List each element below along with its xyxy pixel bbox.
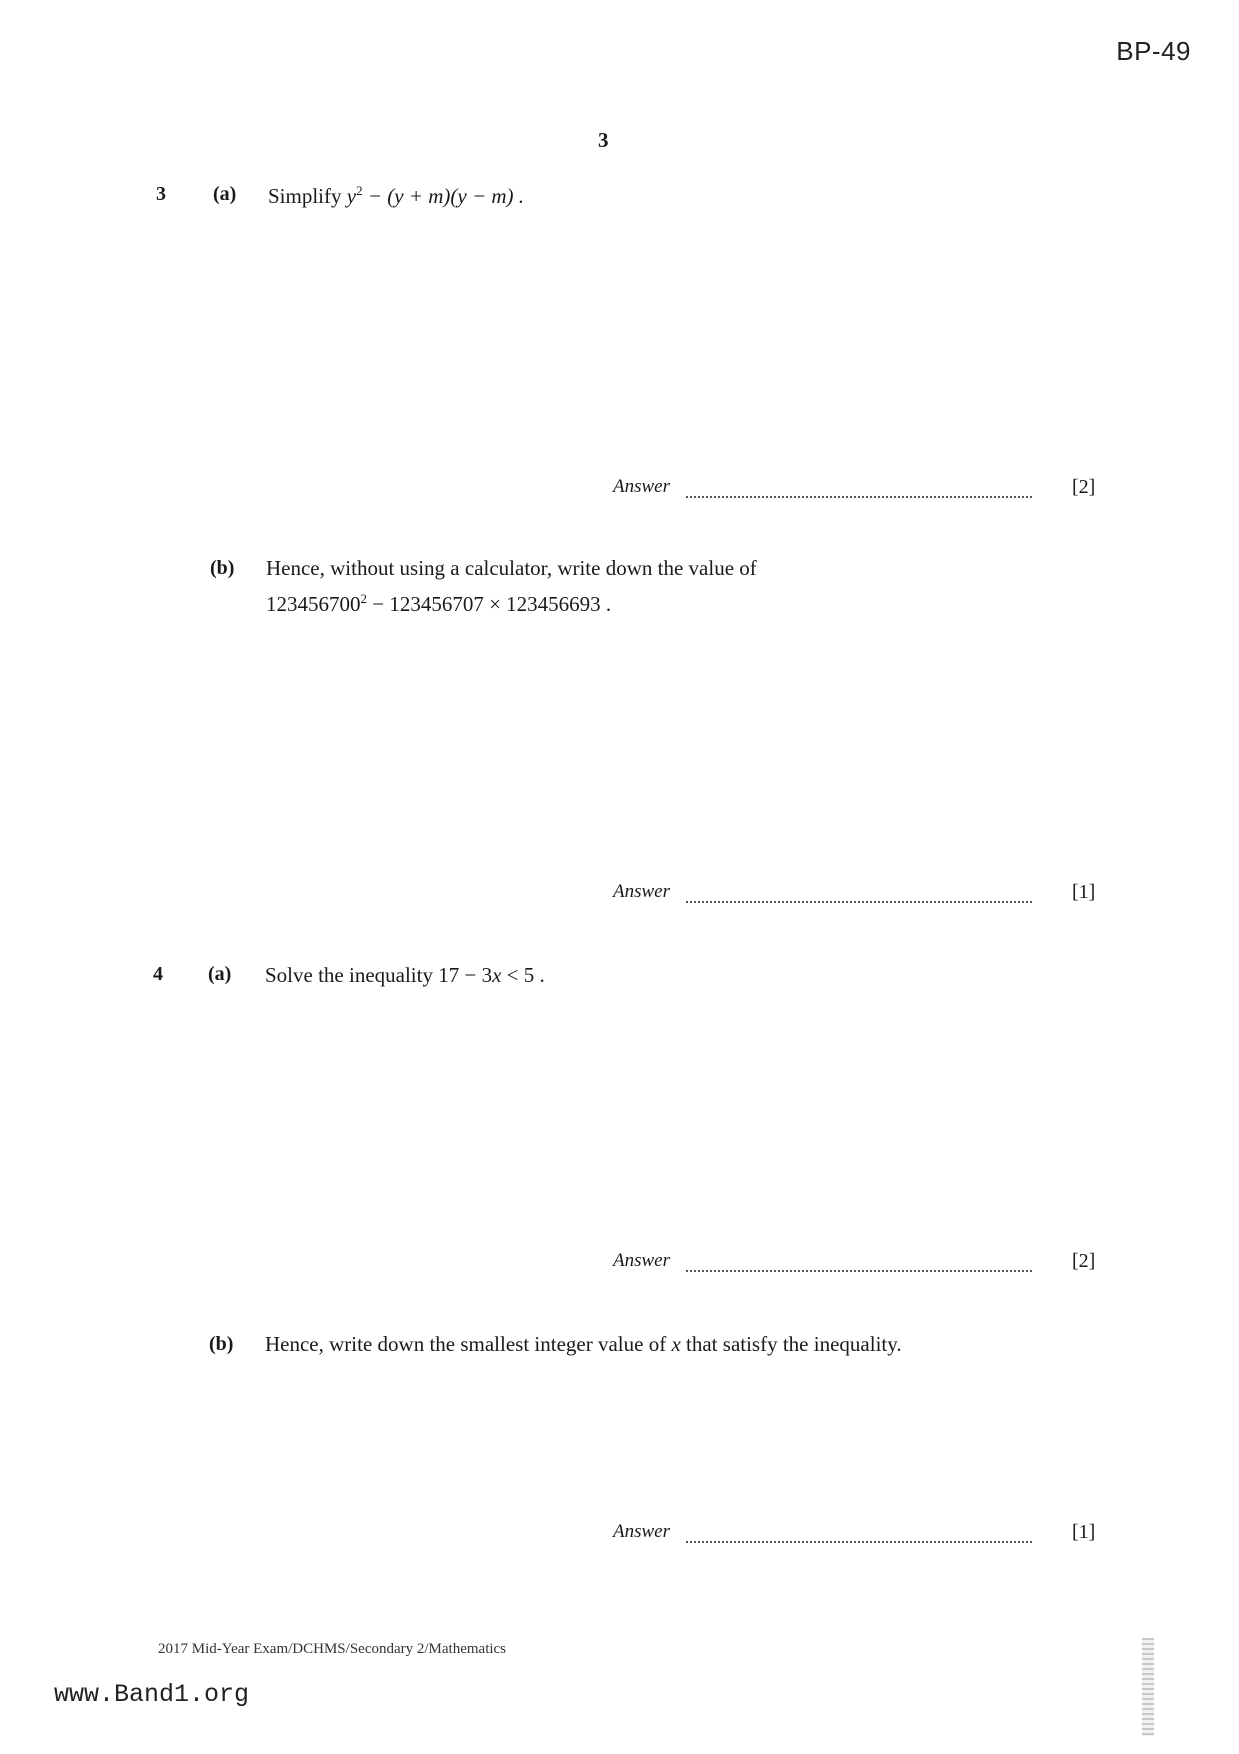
answer-label: Answer bbox=[613, 881, 670, 902]
question-4a-text: Solve the inequality 17 − 3x < 5 . bbox=[265, 963, 545, 987]
question-number-3: 3 bbox=[156, 183, 166, 205]
question-4b-text: Hence, write down the smallest integer value of x that satisfy the inequality. bbox=[265, 1332, 902, 1356]
answer-label: Answer bbox=[613, 476, 670, 497]
question-4b-label: (b) bbox=[209, 1333, 234, 1355]
answer-label: Answer bbox=[613, 1250, 670, 1271]
page-number: 3 bbox=[598, 128, 609, 152]
scan-artifact-strip bbox=[1142, 1638, 1154, 1736]
question-3b-text: Hence, without using a calculator, write down the value of $123456700^2 - 123456707 \times 123456693$ . bbox=[266, 556, 757, 616]
marks-4b: [1] bbox=[1072, 1521, 1096, 1543]
question-4a-label: (a) bbox=[208, 963, 232, 985]
question-3a-text: Simplify $y^2 - (y + m)(y - m)$ . bbox=[268, 183, 525, 208]
answer-4a-input-line[interactable] bbox=[686, 1270, 1032, 1272]
marks-3b: [1] bbox=[1072, 881, 1096, 903]
answer-label: Answer bbox=[613, 1521, 670, 1542]
document-code: BP-49 bbox=[1116, 36, 1191, 66]
question-3b-label: (b) bbox=[210, 557, 235, 579]
question-3a-label: (a) bbox=[213, 183, 237, 205]
exam-footer: 2017 Mid-Year Exam/DCHMS/Secondary 2/Mathematics bbox=[158, 1641, 507, 1657]
question-number-4: 4 bbox=[153, 963, 163, 985]
marks-4a: [2] bbox=[1072, 1250, 1096, 1272]
answer-4b-input-line[interactable] bbox=[686, 1541, 1032, 1543]
marks-3a: [2] bbox=[1072, 476, 1096, 498]
answer-3b-input-line[interactable] bbox=[686, 901, 1032, 903]
answer-3a-input-line[interactable] bbox=[686, 496, 1032, 498]
watermark-url: www.Band1.org bbox=[54, 1680, 250, 1709]
